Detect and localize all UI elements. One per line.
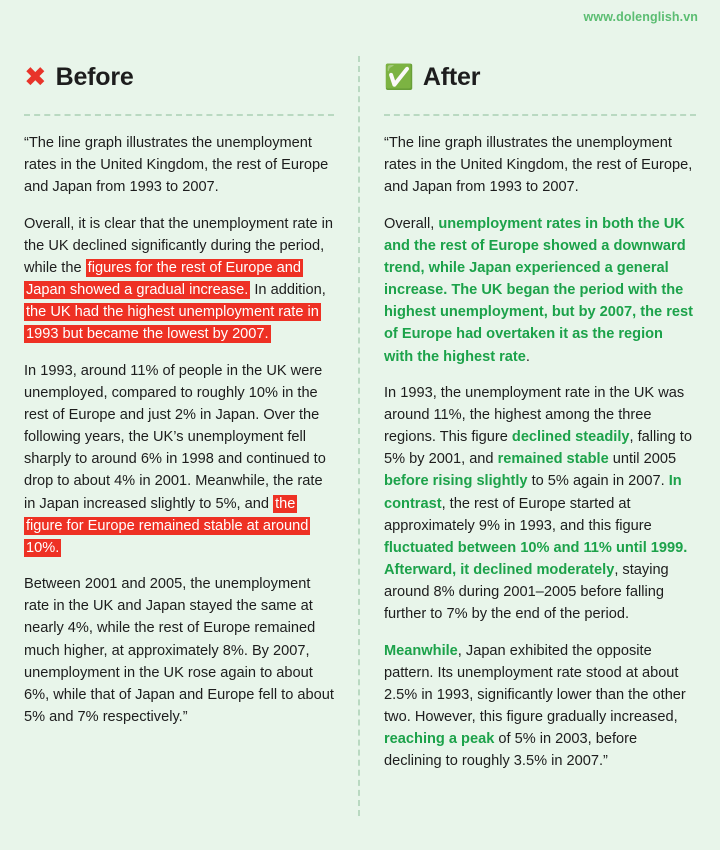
highlighted-text: the figure for Europe remained stable at around 10%. (26, 495, 309, 556)
emphasis-text: fluctuated between 10% and 11% until 1999. Afterward, it declined moderately (384, 539, 688, 579)
text-run: , the rest of Europe started at approximately 9% in 1993, and this figure (384, 495, 652, 534)
text-run: In 1993, the unemployment rate in the UK was around 11%, the highest among the three regions. This figure (384, 384, 685, 446)
emphasis-text: before rising slightly (384, 473, 528, 490)
paragraph (384, 132, 696, 199)
text-run: until 2005 (608, 451, 677, 468)
before-divider (24, 114, 334, 116)
paragraph (24, 213, 334, 346)
text-run: In addition, (250, 282, 326, 299)
paragraph (384, 382, 696, 626)
highlighted-text: figures for the rest of Europe and Japan showed a gradual increase. (26, 259, 302, 299)
paragraph (384, 640, 696, 773)
paragraph (384, 213, 696, 368)
text-run: of 5% in 2003, before declining to roughly 3.5% in 2007.” (384, 731, 638, 770)
text-run: to 5% again in 2007. (527, 473, 669, 490)
text-run: “The line graph illustrates the unemployment rates in the United Kingdom, the rest of Europe and Japan from 1993 to 2007. (24, 135, 329, 196)
text-run: Between 2001 and 2005, the unemployment rate in the UK and Japan stayed the same at nearly 4%, while the rest of Europe remained much higher, at approximately 8%. By 2007, unemployment in the UK rose again to about 6%, while that of Japan and Europe fell to about 5% and 7% respectively.” (24, 576, 334, 726)
check-icon: ✅ (384, 63, 414, 91)
emphasis-text: remained stable (497, 451, 609, 468)
after-divider (384, 114, 696, 116)
text-run: , falling to 5% by 2001, and (384, 429, 692, 468)
emphasis-text: In contrast (384, 473, 682, 512)
emphasis-text: declined steadily (511, 429, 630, 446)
text-run: . (525, 348, 530, 365)
before-column (0, 56, 360, 816)
paragraph (24, 132, 334, 199)
after-title: After (422, 62, 481, 91)
site-url: www.dolenglish.vn (583, 10, 698, 24)
highlighted-text: the UK had the highest unemployment rate in 1993 but became the lowest by 2007. (26, 304, 319, 343)
cross-icon: ✖ (24, 61, 47, 93)
before-body (24, 132, 334, 728)
text-run: In 1993, around 11% of people in the UK were unemployed, compared to roughly 10% in the rest of Europe and just 2% in Japan. Over the following years, the UK’s unemployment fell sharply to around 6% in 1998 and continued to drop to about 4% in 2001. Meanwhile, the rate in Japan increased slightly to 5%, and (24, 362, 326, 512)
text-run: “The line graph illustrates the unemployment rates in the United Kingdom, the rest of Europe, and Japan from 1993 to 2007. (384, 135, 693, 196)
emphasis-text: Meanwhile (384, 642, 458, 659)
paragraph (24, 360, 334, 560)
text-run: Overall, it is clear that the unemployment rate in the UK declined significantly during the period, while the (24, 215, 334, 276)
after-column (360, 56, 720, 773)
before-title: Before (55, 62, 134, 91)
text-run: , staying around 8% during 2001–2005 before falling further to 7% by the end of the period. (384, 562, 669, 623)
text-run: Overall, (384, 215, 439, 232)
after-body (384, 132, 696, 773)
before-heading (24, 56, 334, 98)
emphasis-text: reaching a peak (384, 731, 495, 748)
emphasis-text: unemployment rates in both the UK and the rest of Europe showed a downward trend, while Japan experienced a general increase. The UK began the period with the highest unemployment, but by 2007, the rest of Europe had overtaken it as the region with the highest rate (384, 215, 693, 365)
text-run: , Japan exhibited the opposite pattern. Its unemployment rate stood at about 2.5% in 1993, significantly lower than the other two. However, this figure gradually increased, (384, 642, 686, 726)
paragraph (24, 573, 334, 728)
after-heading (384, 56, 696, 98)
columns-container (0, 56, 720, 816)
